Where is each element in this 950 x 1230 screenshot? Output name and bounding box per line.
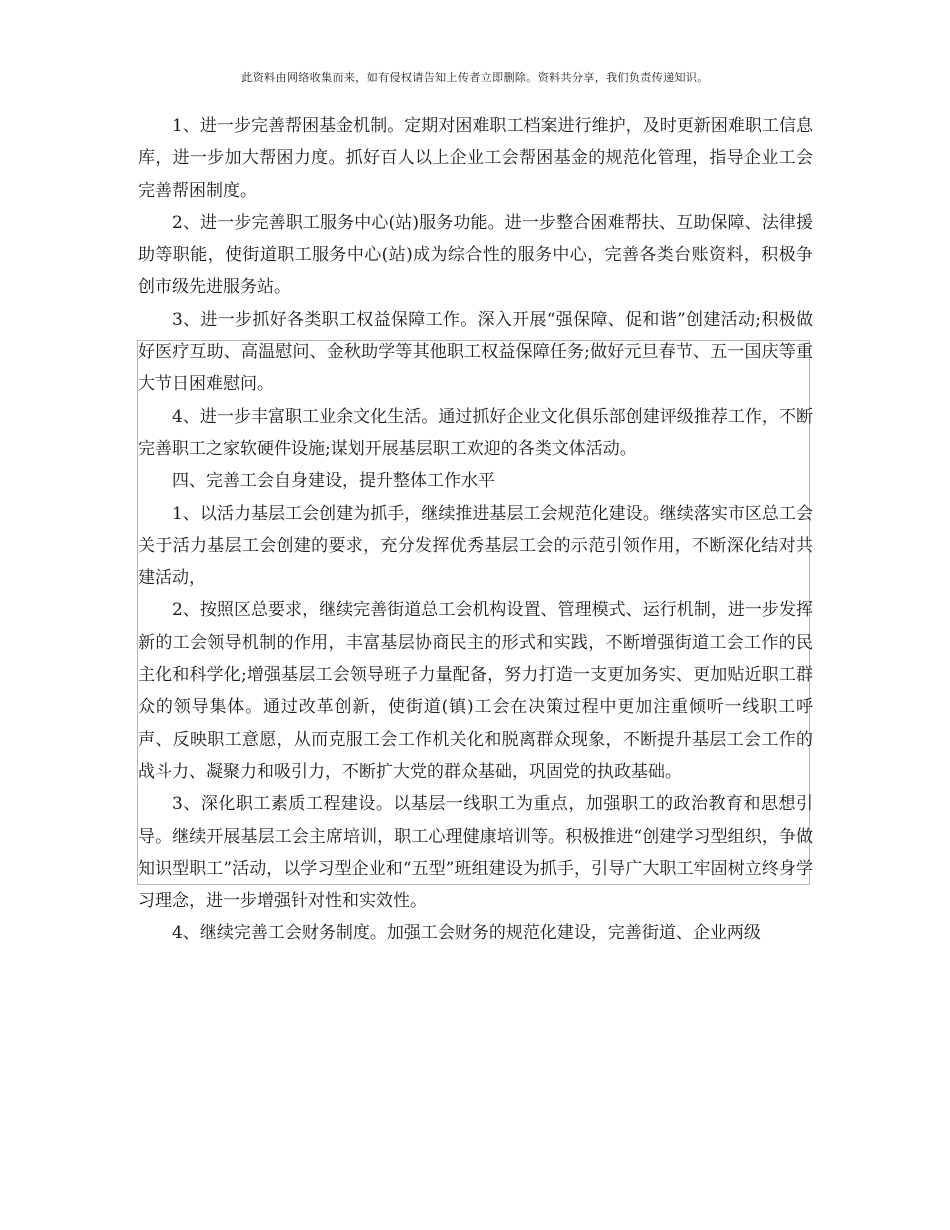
paragraph-5: 1、以活力基层工会创建为抓手，继续推进基层工会规范化建设。继续落实市区总工会关于活力基层工会创建的要求，充分发挥优秀基层工会的示范引领作用，不断深化结对共建活动， — [138, 503, 813, 589]
paragraph-7: 3、深化职工素质工程建设。以基层一线职工为重点，加强职工的政治教育和思想引导。继续开展基层工会主席培训，职工心理健康培训等。积极推进“创建学习型组织，争做知识型职工”活动，以学习型企业和“五型”班组建设为抓手，引导广大职工牢固树立终身学习理念，进一步增强针对性和实效性。 — [138, 794, 813, 912]
paragraph-4: 4、进一步丰富职工业余文化生活。通过抓好企业文化俱乐部创建评级推荐工作，不断完善职工之家软硬件设施;谋划开展基层职工欢迎的各类文体活动。 — [138, 406, 813, 459]
paragraph-8: 4、继续完善工会财务制度。加强工会财务的规范化建设，完善街道、企业两级 — [172, 923, 761, 944]
paragraph-2: 2、进一步完善职工服务中心(站)服务功能。进一步整合困难帮扶、互助保障、法律援助等职能，使街道职工服务中心(站)成为综合性的服务中心，完善各类台账资料，积极争创市级先进服务站。 — [138, 212, 813, 298]
header-disclaimer: 此资料由网络收集而来，如有侵权请告知上传者立即删除。资料共分享，我们负责传递知识。 — [241, 71, 709, 84]
paragraph-3: 3、进一步抓好各类职工权益保障工作。深入开展“强保障、促和谐”创建活动;积极做好医疗互助、高温慰问、金秋助学等其他职工权益保障任务;做好元旦春节、五一国庆等重大节日困难慰问。 — [138, 309, 813, 395]
section-heading: 四、完善工会自身建设，提升整体工作水平 — [172, 471, 495, 492]
document-body — [138, 110, 813, 950]
paragraph-1: 1、进一步完善帮困基金机制。定期对困难职工档案进行维护，及时更新困难职工信息库，进一步加大帮困力度。抓好百人以上企业工会帮困基金的规范化管理，指导企业工会完善帮困制度。 — [138, 116, 813, 201]
paragraph-6: 2、按照区总要求，继续完善街道总工会机构设置、管理模式、运行机制，进一步发挥新的工会领导机制的作用，丰富基层协商民主的形式和实践，不断增强街道工会工作的民主化和科学化;增强基层工会领导班子力量配备，努力打造一支更加务实、更加贴近职工群众的领导集体。通过改革创新，使街道(镇)工会在决策过程中更加注重倾听一线职工呼声、反映职工意愿，从而克服工会工作机关化和脱离群众现象，不断提升基层工会工作的战斗力、凝聚力和吸引力，不断扩大党的群众基础，巩固党的执政基础。 — [138, 600, 813, 782]
